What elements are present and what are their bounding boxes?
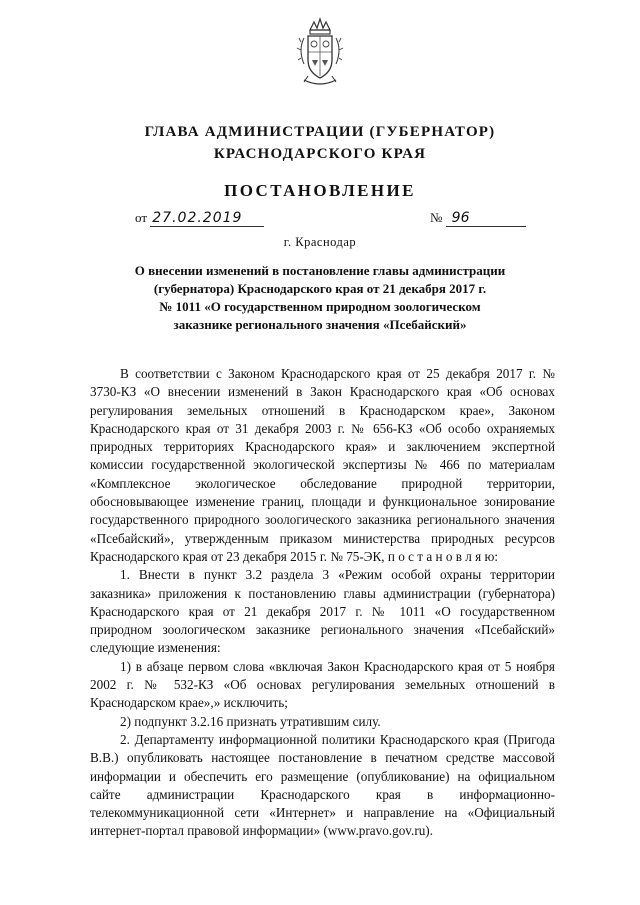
- document-title: [120, 262, 520, 334]
- date-prefix: от: [135, 210, 148, 225]
- number-prefix: №: [430, 210, 443, 225]
- paragraph-item-1: 1. Внести в пункт 3.2 раздела 3 «Режим особой охраны территории заказника» приложения к постановлению главы администрации (губернатора) Краснодарского края от 21 декабря 2017 г. № 1011 «О государственном природном зоологическом заказнике регионального значения «Псебайский» следующие изменения:: [90, 567, 555, 656]
- paragraph-subitem-1: 1) в абзаце первом слова «включая Закон Краснодарского края от 5 ноября 2002 г. № 532-КЗ «Об основах регулирования земельных отношений в Краснодарском крае»,» исключить;: [90, 658, 555, 711]
- city: г. Краснодар: [283, 235, 357, 249]
- number-line: [430, 210, 526, 227]
- paragraph-item-2: 2. Департаменту информационной политики Краснодарского края (Пригода В.В.) опубликовать настоящее постановление в печатном средстве массовой информации и обеспечить его размещение (опубликование) на официальном сайте администрации Краснодарского края в информационно-телекоммуникационной сети «Интернет» и направление на «Официальный интернет-портал правовой информации» (www.pravo.gov.ru).: [90, 731, 555, 839]
- date-line: [135, 210, 264, 227]
- document-body: [90, 365, 555, 841]
- title-line: № 1011 «О государственном природном зоологическом: [159, 299, 481, 314]
- date-value: 27.02.2019: [150, 210, 264, 227]
- title-line: О внесении изменений в постановление главы администрации: [134, 263, 506, 278]
- number-value: 96: [446, 210, 526, 227]
- paragraph-preamble: В соответствии с Законом Краснодарского края от 25 декабря 2017 г. № 3730-КЗ «О внесении изменений в Закон Краснодарского края «Об основах регулирования земельных отношений в Краснодарском крае», Законом Краснодарского края от 31 декабря 2003 г. № 656-КЗ «Об особо охраняемых природных территориях Краснодарского края» и заключением экспертной комиссии государственной экологической экспертизы № 466 по материалам «Комплексное экологическое обследование природной территории, обосновывающее изменение границ, площади и функциональное зонирование государственного природного зоологического заказника регионального значения «Псебайский», утвержденным приказом министерства природных ресурсов Краснодарского края от 23 декабря 2015 г. № 75-ЭК, п о с т а н о в л я ю:: [90, 366, 555, 564]
- document-type: ПОСТАНОВЛЕНИЕ: [224, 181, 416, 200]
- issuer-line-1: ГЛАВА АДМИНИСТРАЦИИ (ГУБЕРНАТОР): [144, 124, 496, 140]
- coat-of-arms-icon: [296, 16, 344, 90]
- title-line: заказнике регионального значения «Псебайский»: [173, 317, 467, 332]
- paragraph-subitem-2: 2) подпункт 3.2.16 признать утратившим силу.: [120, 713, 381, 729]
- issuer-line-2: КРАСНОДАРСКОГО КРАЯ: [213, 146, 427, 162]
- title-line: (губернатора) Краснодарского края от 21 декабря 2017 г.: [153, 281, 487, 296]
